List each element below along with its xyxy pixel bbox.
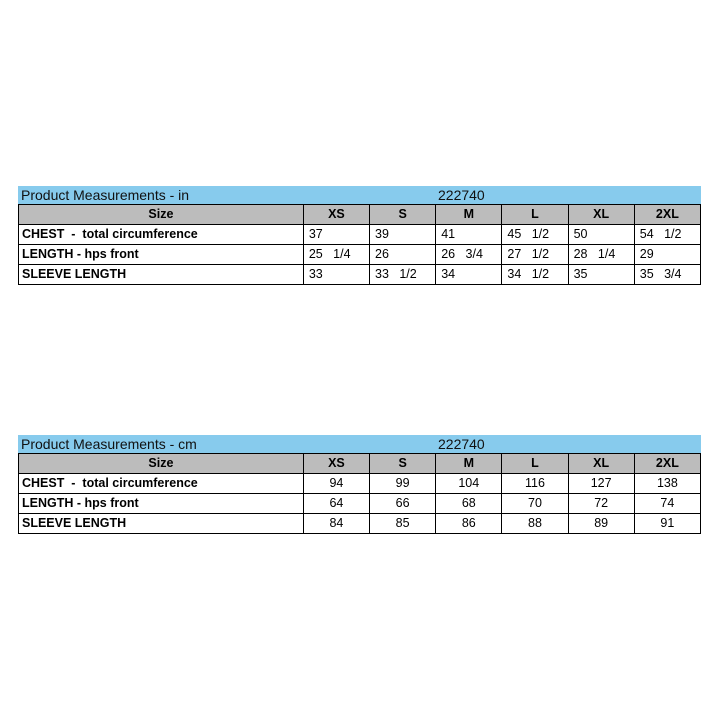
cell-value: 39: [370, 225, 436, 245]
cell-value: 29: [634, 245, 700, 265]
cell-value: 68: [436, 494, 502, 514]
cell-value: 72: [568, 494, 634, 514]
header-m: M: [436, 454, 502, 474]
header-size: Size: [19, 454, 304, 474]
table-title-bar: [18, 435, 701, 453]
cell-value: 99: [370, 474, 436, 494]
header-l: L: [502, 205, 568, 225]
header-xs: XS: [303, 205, 369, 225]
row-label: LENGTH - hps front: [19, 494, 304, 514]
cell-value: 91: [634, 514, 700, 534]
row-label: CHEST - total circumference: [19, 474, 304, 494]
cell-value: 26: [370, 245, 436, 265]
table-row: [19, 474, 701, 494]
cell-value: 26 3/4: [436, 245, 502, 265]
header-s: S: [370, 454, 436, 474]
cell-value: 34 1/2: [502, 265, 568, 285]
table-row: [19, 225, 701, 245]
cell-value: 33: [303, 265, 369, 285]
cell-value: 28 1/4: [568, 245, 634, 265]
row-label: SLEEVE LENGTH: [19, 514, 304, 534]
cell-value: 86: [436, 514, 502, 534]
cell-value: 127: [568, 474, 634, 494]
header-xl: XL: [568, 454, 634, 474]
header-row: [19, 205, 701, 225]
cell-value: 89: [568, 514, 634, 534]
table-row: [19, 514, 701, 534]
product-code: 222740: [438, 436, 485, 452]
cell-value: 104: [436, 474, 502, 494]
table-title-bar: [18, 186, 701, 204]
table-title: Product Measurements - cm: [21, 436, 197, 452]
header-size: Size: [19, 205, 304, 225]
header-m: M: [436, 205, 502, 225]
header-s: S: [370, 205, 436, 225]
cell-value: 25 1/4: [303, 245, 369, 265]
cell-value: 88: [502, 514, 568, 534]
header-xs: XS: [303, 454, 369, 474]
size-table: [18, 204, 701, 285]
cell-value: 45 1/2: [502, 225, 568, 245]
cell-value: 27 1/2: [502, 245, 568, 265]
cell-value: 35 3/4: [634, 265, 700, 285]
cell-value: 66: [370, 494, 436, 514]
cell-value: 138: [634, 474, 700, 494]
measurements-table-cm: [18, 435, 701, 534]
cell-value: 116: [502, 474, 568, 494]
table-row: [19, 494, 701, 514]
row-label: SLEEVE LENGTH: [19, 265, 304, 285]
table-row: [19, 265, 701, 285]
cell-value: 35: [568, 265, 634, 285]
cell-value: 94: [303, 474, 369, 494]
header-2xl: 2XL: [634, 205, 700, 225]
header-xl: XL: [568, 205, 634, 225]
size-table: [18, 453, 701, 534]
cell-value: 74: [634, 494, 700, 514]
cell-value: 70: [502, 494, 568, 514]
row-label: CHEST - total circumference: [19, 225, 304, 245]
measurements-table-inches: [18, 186, 701, 285]
product-code: 222740: [438, 187, 485, 203]
cell-value: 34: [436, 265, 502, 285]
cell-value: 37: [303, 225, 369, 245]
table-row: [19, 245, 701, 265]
cell-value: 64: [303, 494, 369, 514]
cell-value: 50: [568, 225, 634, 245]
cell-value: 33 1/2: [370, 265, 436, 285]
cell-value: 54 1/2: [634, 225, 700, 245]
row-label: LENGTH - hps front: [19, 245, 304, 265]
header-l: L: [502, 454, 568, 474]
cell-value: 84: [303, 514, 369, 534]
table-title: Product Measurements - in: [21, 187, 190, 203]
cell-value: 85: [370, 514, 436, 534]
header-row: [19, 454, 701, 474]
cell-value: 41: [436, 225, 502, 245]
header-2xl: 2XL: [634, 454, 700, 474]
